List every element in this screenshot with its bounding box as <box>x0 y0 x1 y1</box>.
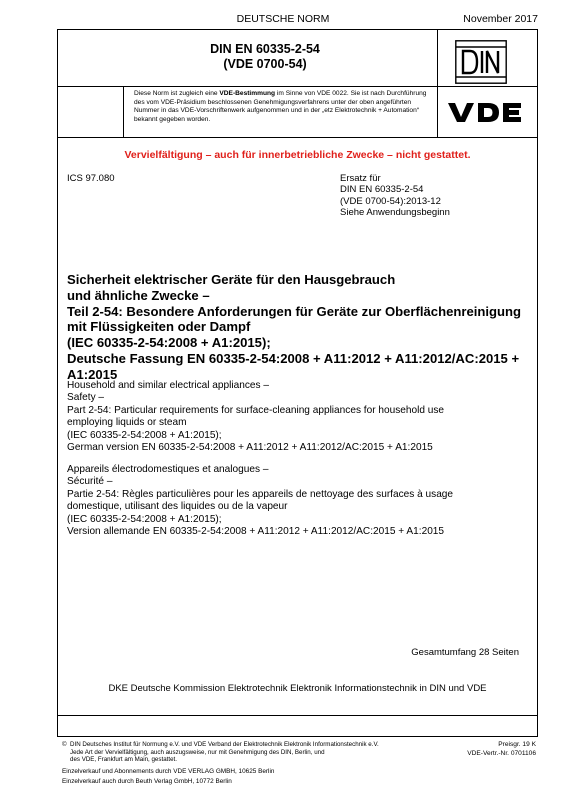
replacement-line: Siehe Anwendungsbeginn <box>340 207 450 219</box>
replacement-line: Ersatz für <box>340 173 381 184</box>
dke-committee: DKE Deutsche Kommission Elektrotechnik Elektronik Informationstechnik in DIN und VDE <box>108 683 487 694</box>
title-german-line: Teil 2-54: Besondere Anforderungen für Geräte zur Oberflächenreinigung <box>67 303 521 319</box>
frame-divider-bottom <box>57 715 538 716</box>
frame-divider-top <box>57 86 538 87</box>
title-english-line: (IEC 60335-2-54:2008 + A1:2015); <box>67 429 222 441</box>
title-english-line: Safety – <box>67 392 105 404</box>
vde-note-text-end: im Sinne von VDE 0022. Sie ist nach Durchführung des vom VDE-Präsidium beschlossenen Genehmigungsverfahrens unter der oben angeführten Nummer in das VDE-Vorschriftenwerk aufgenommen und in der „etz Elektrotechnik + Automation“ bekannt gegeben worden. <box>134 90 427 123</box>
title-french-line: Appareils électrodomestiques et analogues – <box>67 464 269 475</box>
din-logo <box>455 40 507 84</box>
din-logo-icon <box>455 40 507 84</box>
title-german-line: und ähnliche Zwecke – <box>67 287 210 303</box>
reproduction-notice: Vervielfältigung – auch für innerbetriebliche Zwecke – nicht gestattet. <box>124 149 471 161</box>
title-german-line: A1:2015 <box>67 366 118 382</box>
price-group: Preisgr. 19 K <box>498 741 536 748</box>
document-type-label: DEUTSCHE NORM <box>236 13 330 25</box>
replacement-line: (VDE 0700-54):2013-12 <box>340 195 441 207</box>
title-english-line: Household and similar electrical appliances – <box>67 380 269 391</box>
title-french-line: Partie 2-54: Règles particulières pour les appareils de nettoyage des surfaces à usage <box>67 488 454 500</box>
copyright-text <box>70 741 420 764</box>
title-german-line: Deutsche Fassung EN 60335-2-54:2008 + A11:2012 + A11:2012/AC:2015 + <box>67 350 520 366</box>
vde-regulation-note <box>134 90 434 124</box>
sales-info-vde: Einzelverkauf und Abonnements durch VDE VERLAG GMBH, 10625 Berlin <box>62 768 275 775</box>
ics-code: ICS 97.080 <box>67 173 115 184</box>
copyright-line: des VDE, Frankfurt am Main, gestattet. <box>70 756 177 764</box>
title-french-line: (IEC 60335-2-54:2008 + A1:2015); <box>67 513 222 525</box>
copyright-line: Jede Art der Vervielfältigung, auch auszugsweise, nur mit Genehmigung des DIN, Berlin, und <box>70 748 325 756</box>
copyright-line: DIN Deutsches Institut für Normung e.V. und VDE Verband der Elektrotechnik Elektronik Informationstechnik e.V. <box>70 741 379 748</box>
title-french-line: Version allemande EN 60335-2-54:2008 + A11:2012 + A11:2012/AC:2015 + A1:2015 <box>67 526 445 538</box>
title-german-line: (IEC 60335-2-54:2008 + A1:2015); <box>67 335 271 351</box>
title-french-line: domestique, utilisant des liquides ou de la vapeur <box>67 501 288 513</box>
replacement-line: DIN EN 60335-2-54 <box>340 184 424 196</box>
total-pages: Gesamtumfang 28 Seiten <box>411 647 519 658</box>
vde-logo-icon <box>446 99 526 125</box>
frame-logo-column-divider <box>437 29 438 137</box>
publication-date: November 2017 <box>463 13 538 25</box>
vde-note-bold: VDE-Bestimmung <box>219 90 276 97</box>
frame-left-column-divider <box>123 86 124 137</box>
title-german-line: Sicherheit elektrischer Geräte für den Hausgebrauch <box>67 272 396 287</box>
title-french <box>67 464 537 538</box>
vde-order-number: VDE-Vertr.-Nr. 0701106 <box>467 749 536 757</box>
copyright-symbol: © <box>62 741 67 748</box>
frame-divider-notice <box>57 137 538 138</box>
title-french-line: Sécurité – <box>67 476 113 488</box>
title-english-line: German version EN 60335-2-54:2008 + A11:2012 + A11:2012/AC:2015 + A1:2015 <box>67 442 433 454</box>
title-german-line: mit Flüssigkeiten oder Dampf <box>67 319 251 335</box>
title-german <box>67 272 537 383</box>
price-info <box>440 741 536 758</box>
vde-logo <box>446 99 526 125</box>
title-english-line: employing liquids or steam <box>67 417 187 429</box>
vde-note-text-start: Diese Norm ist zugleich eine <box>134 90 220 97</box>
replacement-info <box>340 173 520 219</box>
sales-info-beuth: Einzelverkauf auch durch Beuth Verlag GmbH, 10772 Berlin <box>62 778 232 785</box>
standard-number: DIN EN 60335-2-54 <box>210 42 320 56</box>
title-english <box>67 380 537 454</box>
title-english-line: Part 2-54: Particular requirements for surface-cleaning appliances for household use <box>67 404 445 416</box>
vde-classification: (VDE 0700-54) <box>223 57 307 71</box>
